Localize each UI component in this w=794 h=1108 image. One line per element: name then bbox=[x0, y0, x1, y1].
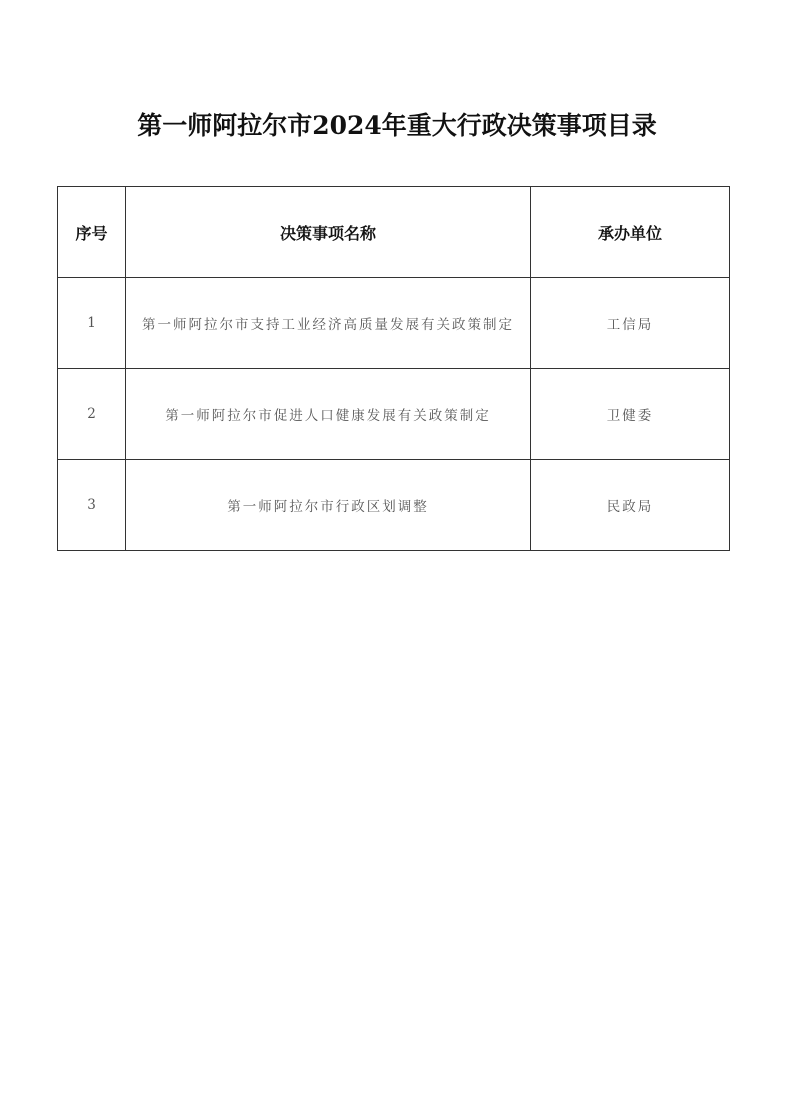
header-responsible-unit: 承办单位 bbox=[531, 187, 730, 278]
table-header-row bbox=[58, 187, 730, 278]
header-item-name: 决策事项名称 bbox=[126, 187, 531, 278]
decision-items-table bbox=[57, 186, 730, 551]
row-unit: 工信局 bbox=[531, 278, 730, 369]
row-number: 1 bbox=[58, 278, 126, 369]
row-item-name: 第一师阿拉尔市行政区划调整 bbox=[126, 460, 531, 551]
document-title: 第一师阿拉尔市2024年重大行政决策事项目录 bbox=[137, 111, 657, 140]
row-number: 3 bbox=[58, 460, 126, 551]
row-item-name: 第一师阿拉尔市支持工业经济高质量发展有关政策制定 bbox=[126, 278, 531, 369]
row-unit: 卫健委 bbox=[531, 369, 730, 460]
table-row bbox=[58, 278, 730, 369]
row-item-name: 第一师阿拉尔市促进人口健康发展有关政策制定 bbox=[126, 369, 531, 460]
table-row bbox=[58, 460, 730, 551]
row-number: 2 bbox=[58, 369, 126, 460]
row-unit: 民政局 bbox=[531, 460, 730, 551]
header-serial-number: 序号 bbox=[58, 187, 126, 278]
table-row bbox=[58, 369, 730, 460]
